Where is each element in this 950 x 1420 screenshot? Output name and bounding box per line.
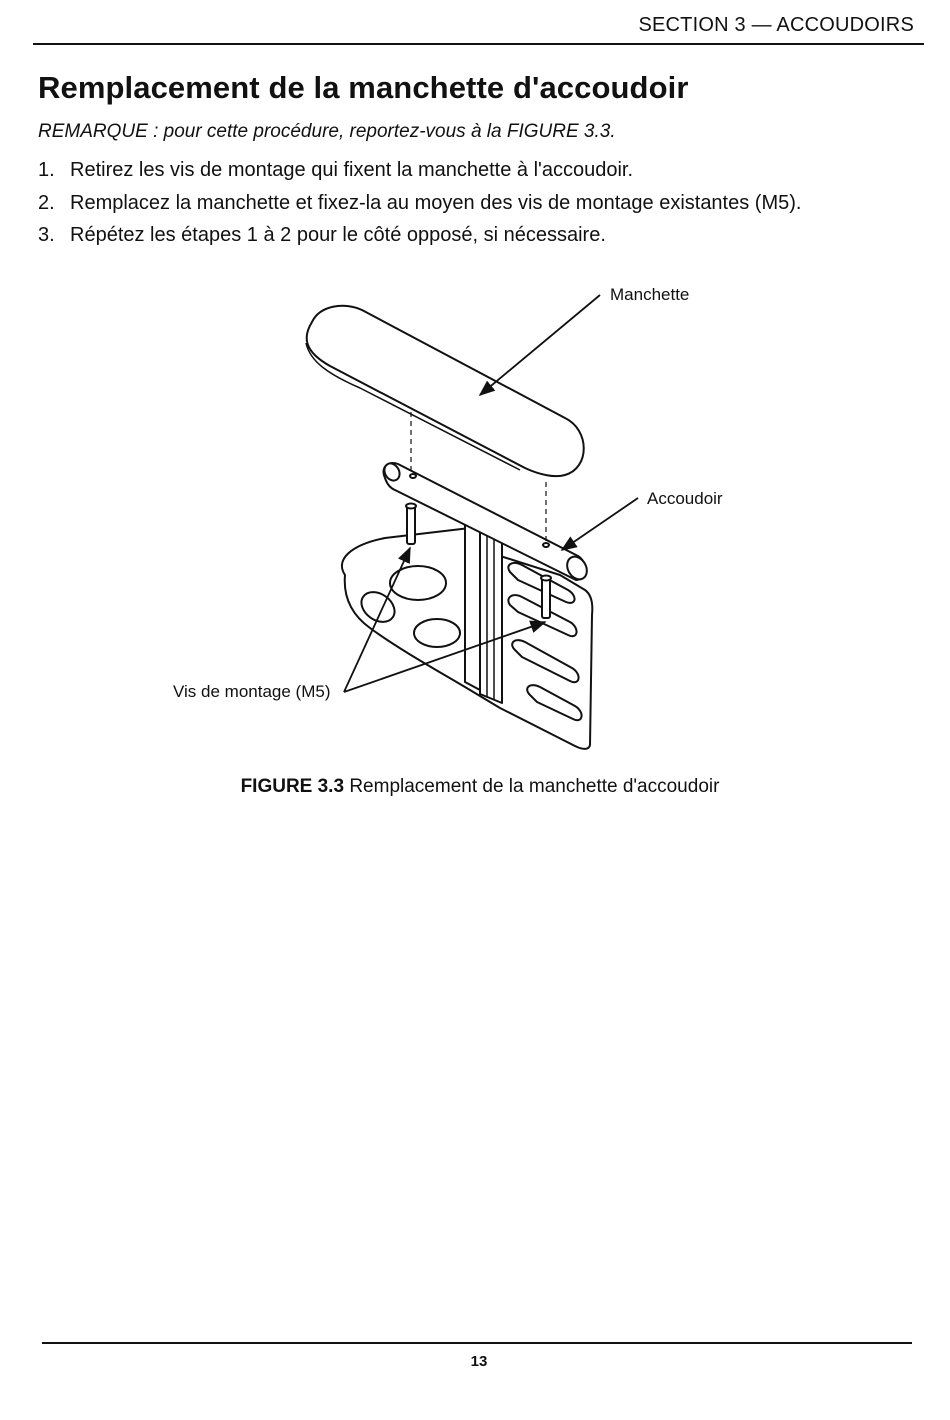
caption-label: FIGURE 3.3 (240, 776, 345, 797)
footer-divider (42, 1342, 912, 1344)
figure-3-3 (0, 270, 950, 770)
pad-leader (480, 295, 600, 395)
step-item (38, 220, 801, 253)
panel-slot (390, 566, 446, 600)
callout-pad: Manchette (610, 285, 690, 304)
mounting-screw (407, 506, 415, 544)
step-item (38, 188, 801, 221)
step-number: 1. (38, 159, 55, 181)
callout-screws: Vis de montage (M5) (173, 682, 331, 701)
caption-text: Remplacement de la manchette d'accoudoir (344, 776, 720, 797)
figure-caption (0, 776, 950, 798)
header-divider (33, 43, 924, 45)
step-text: Remplacez la manchette et fixez-la au moyen des vis de montage existantes (M5). (70, 191, 802, 214)
note: REMARQUE : pour cette procédure, reportez-vous à la FIGURE 3.3. (38, 121, 616, 142)
arm-pad (307, 306, 584, 476)
step-text: Retirez les vis de montage qui fixent la manchette à l'accoudoir. (70, 159, 634, 181)
page-title: Remplacement de la manchette d'accoudoir (38, 70, 689, 105)
step-number: 3. (38, 224, 55, 246)
armrest-illustration (0, 270, 950, 770)
panel-slot (414, 619, 460, 647)
callout-armrest: Accoudoir (647, 489, 723, 508)
step-number: 2. (38, 191, 55, 214)
armrest-post (465, 510, 480, 690)
step-text: Répétez les étapes 1 à 2 pour le côté opposé, si nécessaire. (70, 224, 606, 246)
step-item (38, 155, 801, 188)
mounting-screw (542, 578, 550, 618)
section-header: SECTION 3 — ACCOUDOIRS (638, 14, 914, 36)
page-number: 13 (470, 1353, 488, 1370)
steps-list (38, 155, 801, 253)
armrest-leader (562, 498, 638, 550)
